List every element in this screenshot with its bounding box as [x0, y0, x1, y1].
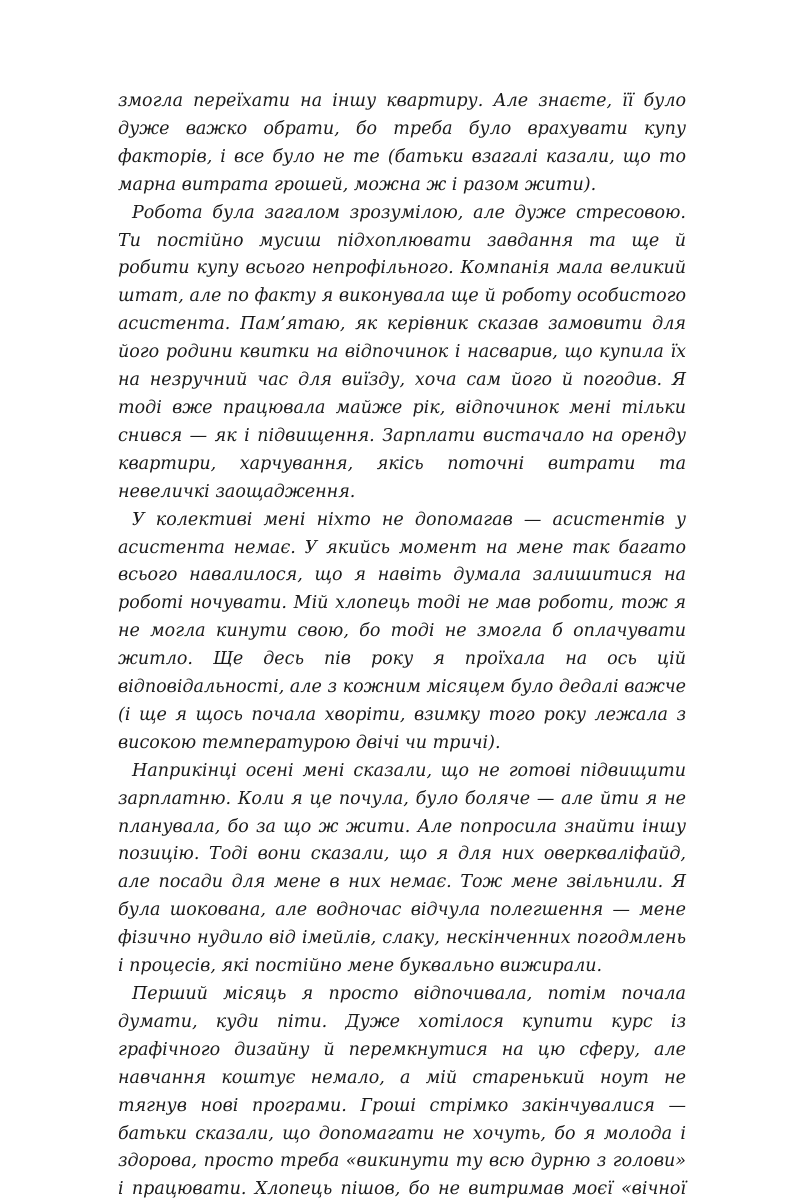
- paragraph-1: змогла переїхати на іншу квартиру. Але знаєте, її було дуже важко обрати, бо треба було врахувати купу факторів, і все було не те (батьки взагалі казали, що то марна витрата грошей, можна ж і разом жити).: [118, 91, 686, 195]
- paragraph-5: Перший місяць я просто відпочивала, потім почала думати, куди піти. Дуже хотілося купити курс із графічного дизайну й перемкнутися на цю сферу, але навчання коштує немало, а мій старенький ноут не тягнув нові програми. Гроші стрімко закінчувалися — батьки сказали, що допомагати не хочуть, бо я молода і здорова, просто треба «викинути ту всю дурню з голови» і працювати. Хлопець пішов, бо не витримав моєї «вічної: [118, 984, 686, 1200]
- paragraph-3: У колективі мені ніхто не допомагав — асистентів у асистента немає. У якийсь момент на мене так багато всього навалилося, що я навіть думала залишитися на роботі ночувати. Мій хлопець тоді не мав роботи, тож я не могла кинути свою, бо тоді не змогла б оплачувати житло. Ще десь пів року я проїхала на ось цій відповідальності, але з кожним місяцем було дедалі важче (і ще я щось почала хворіти, взимку того року лежала з високою температурою двічі чи тричі).: [118, 509, 686, 753]
- page-body: [118, 88, 686, 1204]
- paragraph-2: Робота була загалом зрозумілою, але дуже стресовою. Ти постійно мусиш підхоплювати завдання та ще й робити купу всього непрофільного. Компанія мала великий штат, але по факту я виконувала ще й роботу особистого асистента. Пам’ятаю, як керівник сказав замовити для його родини квитки на відпочинок і насварив, що купила їх на незручний час для виїзду, хоча сам його й погодив. Я тоді вже працювала майже рік, відпочинок мені тільки снився — як і підвищення. Зарплати вистачало на оренду квартири, харчування, якісь поточні витрати та невеличкі заощадження.: [118, 202, 686, 502]
- paragraph-4: Наприкінці осені мені сказали, що не готові підвищити зарплатню. Коли я це почула, було боляче — але йти я не планувала, бо за що ж жити. Але попросила знайти іншу позицію. Тоді вони сказали, що я для них оверкваліфайд, але посади для мене в них немає. Тож мене звільнили. Я була шокована, але водночас відчула полегшення — мене фізично нудило від імейлів, слаку, нескінченних погодмлень і процесів, які постійно мене буквально вижирали.: [118, 760, 686, 977]
